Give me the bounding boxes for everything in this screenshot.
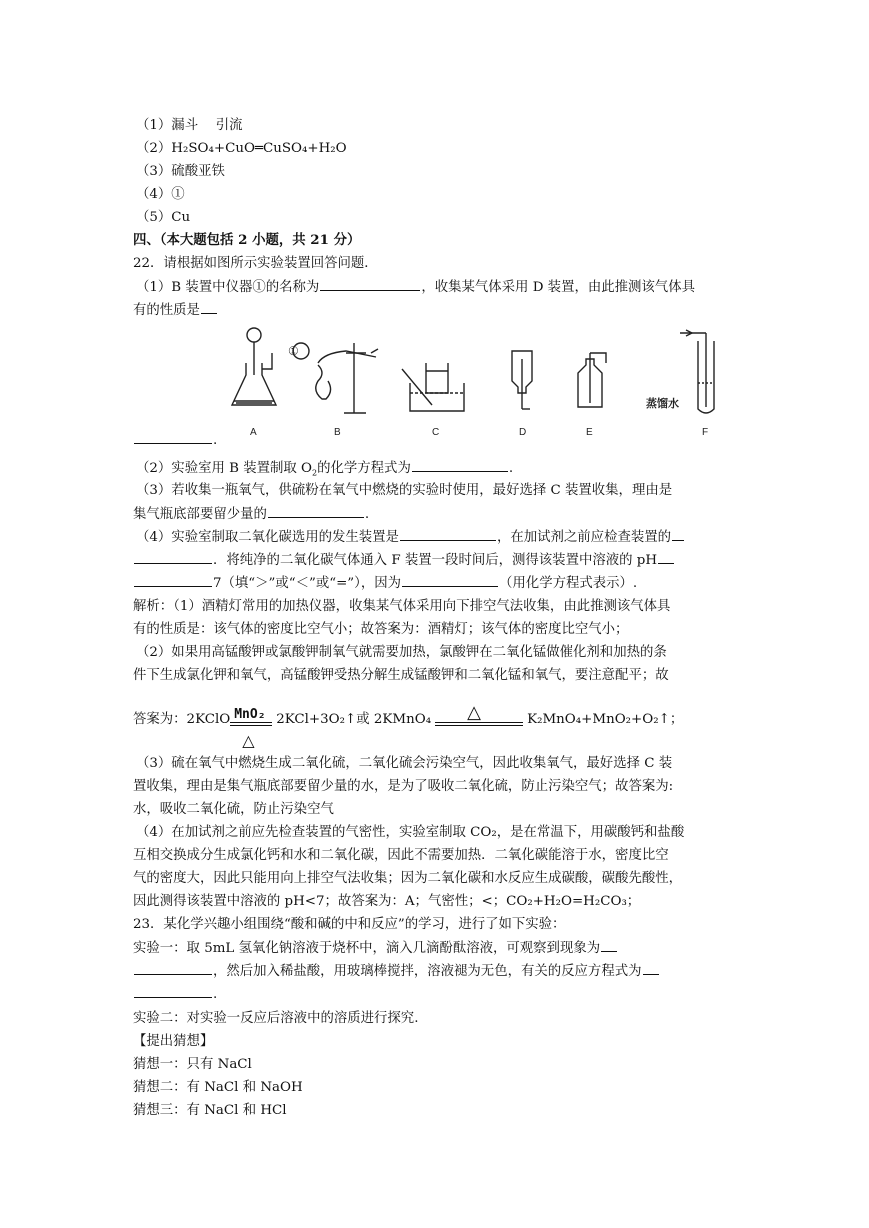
answer-line-4: （4）① <box>136 187 185 202</box>
solution-line-6: 置收集，理由是集气瓶底部要留少量的水，是为了吸收二氧化硫，防止污染空气；故答案为: <box>133 779 674 794</box>
q23-exp1-end: . <box>213 987 218 1002</box>
q22-p4-text-e: （用化学方程式表示）. <box>499 576 638 591</box>
answer-line-3: （3）硫酸亚铁 <box>136 164 225 179</box>
q22-p2-text-a: （2）实验室用 B 装置制取 O <box>136 461 313 476</box>
eq-arrow2-line-top <box>435 722 523 723</box>
equation-line <box>133 702 684 750</box>
q22-p2-end: . <box>508 461 514 476</box>
solution-line-4: 件下生成氯化钾和氧气，高锰酸钾受热分解生成锰酸钾和二氧化锰和氧气，要注意配平；故 <box>133 668 669 683</box>
figure-label-f: F <box>702 427 709 438</box>
q22-p1-text-c: 有的性质是 <box>133 303 200 318</box>
apparatus-d-icon <box>512 351 532 409</box>
q23-exp1-line3 <box>133 982 217 1006</box>
apparatus-e-icon <box>578 353 606 407</box>
q22-p4-text-a: （4）实验室制取二氧化碳选用的发生装置是 <box>136 530 399 545</box>
figure-label-e: E <box>586 427 593 438</box>
q22-p4-text-b: ，在加试剂之前应检查装置的 <box>496 530 672 545</box>
apparatus-drawing <box>226 323 726 441</box>
q22-p4-text-d: 7（填“＞”或“＜”或“=”），因为 <box>213 576 402 591</box>
q22-p4-blank-2b[interactable] <box>134 548 212 564</box>
q22-part1-line2 <box>133 298 218 322</box>
q23-exp1-blank-2a[interactable] <box>643 959 659 975</box>
q23-exp1-text-b: ，然后加入稀盐酸，用玻璃棒搅拌，溶液褪为无色，有关的反应方程式为 <box>213 964 642 979</box>
solution-line-9: 互相交换成分生成氯化钙和水和二氧化碳，因此不需要加热．二氧化碳能溶于水，密度比空 <box>133 848 669 863</box>
q22-p4-blank-3a[interactable] <box>658 548 674 564</box>
q22-p4-text-c: ．将纯净的二氧化碳气体通入 F 装置一段时间后，测得该装置中溶液的 pH <box>213 553 658 568</box>
q22-p2-blank[interactable] <box>412 456 508 472</box>
q22-part4-line2 <box>133 548 675 572</box>
solution-line-7: 水，吸收二氧化硫，防止污染空气 <box>133 802 334 817</box>
figure-marker: ① <box>288 344 299 358</box>
q22-p1-end: . <box>213 433 218 448</box>
q22-p3-text-b: 集气瓶底部要留少量的 <box>133 507 267 522</box>
section-heading: 四、（本大题包括 2 小题，共 21 分） <box>133 232 361 248</box>
apparatus-figure <box>226 323 726 441</box>
solution-line-10: 气的密度大，因此只能用向上排空气法收集；因为二氧化碳和水反应生成碳酸，碳酸先酸性， <box>133 871 683 886</box>
q22-p4-blank-3b[interactable] <box>134 571 212 587</box>
apparatus-a-icon <box>232 328 276 405</box>
q23-exp1-text-a: 实验一：取 5mL 氢氧化钠溶液于烧杯中，滴入几滴酚酞溶液，可观察到现象为 <box>133 941 601 956</box>
eq-prefix: 答案为：2KClO <box>133 712 231 727</box>
eq-arrow-line-bottom <box>230 725 272 726</box>
solution-line-8: （4）在加试剂之前应先检查装置的气密性，实验室制取 CO₂，是在常温下，用碳酸钙和盐酸 <box>136 825 685 840</box>
eq-end: K₂MnO₄+MnO₂+O₂↑； <box>527 712 684 727</box>
q22-part4-line1 <box>136 525 685 549</box>
q23-exp1-blank-1b[interactable] <box>134 959 212 975</box>
q22-part2 <box>136 456 513 480</box>
q22-part3-line2 <box>133 502 369 526</box>
solution-line-1: 解析：（1）酒精灯常用的加热仪器，收集某气体采用向下排空气法收集，由此推测该气体具 <box>133 599 671 614</box>
q23-hypothesis-2: 猜想二：有 NaCl 和 NaOH <box>133 1080 303 1095</box>
figure-water-label: 蒸馏水 <box>646 398 679 410</box>
q22-part1-line3 <box>133 428 217 452</box>
q23-exp1-line1 <box>133 936 618 960</box>
q22-p1-blank-2[interactable] <box>201 298 217 314</box>
answer-line-1: （1）漏斗 引流 <box>136 118 243 133</box>
q23-hypothesis-3: 猜想三：有 NaCl 和 HCl <box>133 1103 287 1118</box>
q22-p1-text-b: ，收集某气体采用 D 装置，由此推测该气体具 <box>421 280 695 295</box>
q22-part4-line3 <box>133 571 637 595</box>
q23-exp1-blank-1a[interactable] <box>601 936 617 952</box>
apparatus-f-icon <box>680 330 714 413</box>
q22-p4-blank-2a[interactable] <box>672 525 684 541</box>
q23-stem: 23．某化学兴趣小组围绕“酸和碱的中和反应”的学习，进行了如下实验： <box>133 917 566 932</box>
solution-line-5: （3）硫在氧气中燃烧生成二氧化硫，二氧化硫会污染空气，因此收集氧气，最好选择 C 装 <box>136 756 673 771</box>
q22-p1-text-a: （1）B 装置中仪器①的名称为 <box>136 280 320 295</box>
q22-p4-blank-4[interactable] <box>402 571 498 587</box>
apparatus-b-icon <box>293 343 378 413</box>
q22-p2-sub: 2 <box>312 468 318 478</box>
q22-p1-blank-3[interactable] <box>134 428 212 444</box>
q23-exp1-blank-2b[interactable] <box>134 982 212 998</box>
figure-label-c: C <box>432 427 440 438</box>
eq-heat-1: △ <box>242 731 255 750</box>
q23-hypothesis-title: 【提出猜想】 <box>133 1034 214 1049</box>
q22-p4-blank-1[interactable] <box>400 525 496 541</box>
q23-exp2: 实验二：对实验一反应后溶液中的溶质进行探究. <box>133 1011 419 1026</box>
eq-catalyst: MnO₂ <box>234 707 266 722</box>
q22-part1-line1 <box>136 275 695 299</box>
solution-line-3: （2）如果用高锰酸钾或氯酸钾制氧气就需要加热，氯酸钾在二氧化锰做催化剂和加热的条 <box>136 645 667 660</box>
eq-mid: 2KCl+3O₂↑或 2KMnO₄ <box>276 712 432 727</box>
q23-exp1-line2 <box>133 959 660 983</box>
figure-label-a: A <box>250 427 257 438</box>
solution-line-11: 因此测得该装置中溶液的 pH<7；故答案为：A；气密性；<；CO₂+H₂O=H₂CO₃； <box>133 894 641 909</box>
q23-hypothesis-1: 猜想一：只有 NaCl <box>133 1057 252 1072</box>
q22-p3-end: . <box>364 507 370 522</box>
answer-line-2: （2）H₂SO₄+CuO═CuSO₄+H₂O <box>136 141 347 156</box>
eq-arrow2-line-bottom <box>435 725 523 726</box>
solution-line-2: 有的性质是：该气体的密度比空气小；故答案为：酒精灯；该气体的密度比空气小； <box>133 622 629 637</box>
apparatus-c-icon <box>402 363 464 411</box>
eq-heat-2: △ <box>467 702 481 723</box>
eq-arrow-line-top <box>230 722 272 723</box>
q22-p3-blank[interactable] <box>268 502 364 518</box>
q22-p2-text-b: 的化学方程式为 <box>317 461 411 476</box>
q22-part3-line1: （3）若收集一瓶氧气，供硫粉在氧气中燃烧的实验时使用，最好选择 C 装置收集，理由是 <box>136 483 673 498</box>
q22-stem: 22．请根据如图所示实验装置回答问题． <box>133 256 378 271</box>
q22-p1-blank-1[interactable] <box>320 275 420 291</box>
figure-label-d: D <box>519 427 527 438</box>
answer-line-5: （5）Cu <box>136 210 191 225</box>
figure-label-b: B <box>334 427 341 438</box>
